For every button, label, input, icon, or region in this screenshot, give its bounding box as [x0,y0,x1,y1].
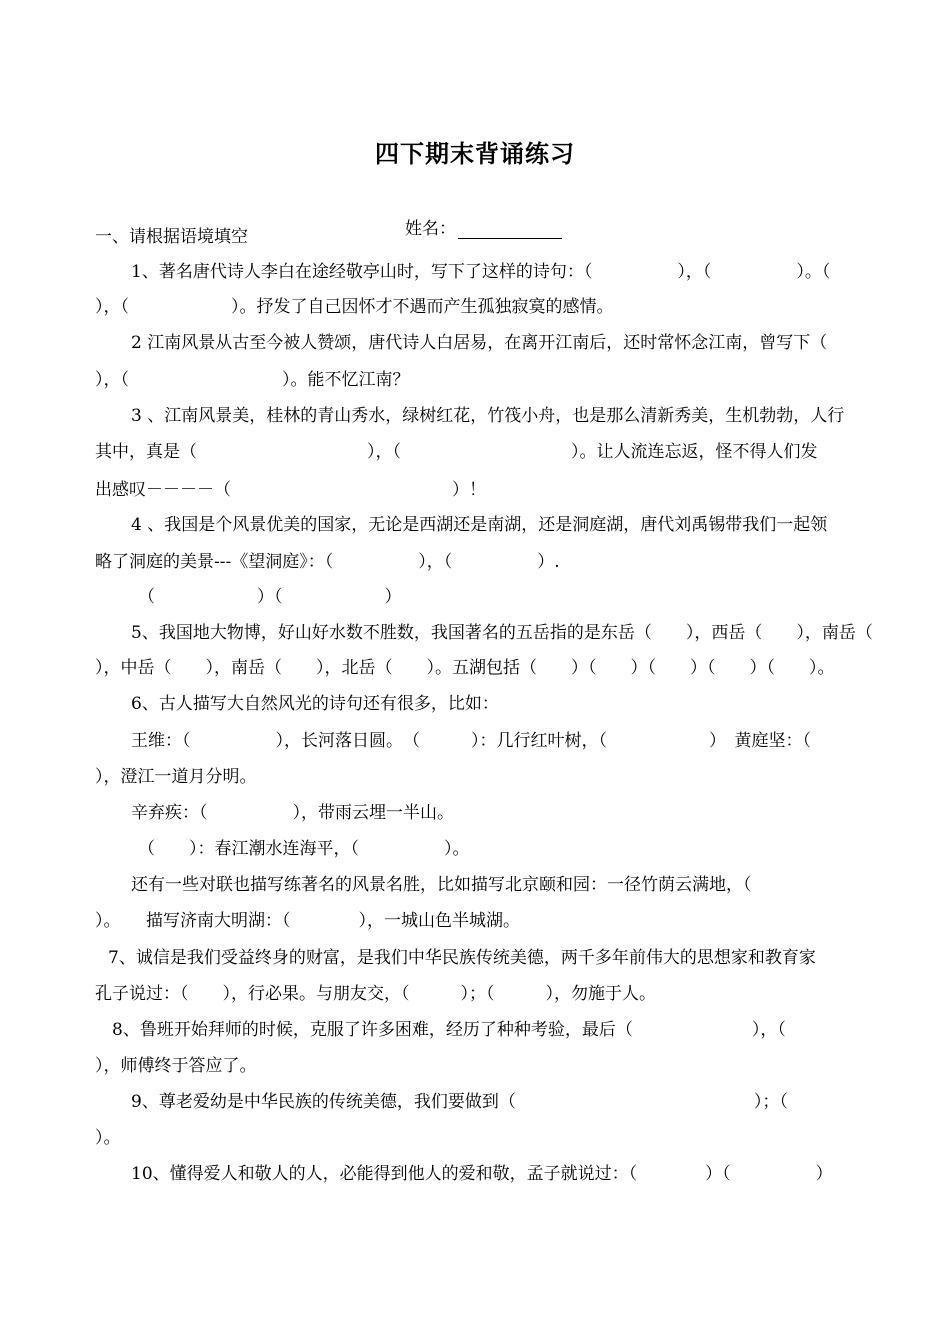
question-line: 还有一些对联也描写练著名的风景名胜，比如描写北京颐和园：一径竹荫云满地，（ [131,875,752,895]
question-line: 出感叹－－－－（ ）！ [95,480,486,500]
question-line: （ ）（ ） [138,587,402,607]
name-blank[interactable] [458,220,562,239]
question-line: 9、尊老爱幼是中华民族的传统美德，我们要做到（ ）；（ [131,1092,788,1112]
question-line: ），（ ）。抒发了自己因怀才不遇而产生孤独寂寞的感情。 [95,297,614,317]
question-line: 辛弃疾：（ ），带雨云埋一半山。 [131,803,454,823]
question-line: ），师傅终于答应了。 [95,1056,257,1076]
question-line: ），澄江一道月分明。 [95,767,257,787]
name-label: 姓名： [405,219,456,239]
question-line: ），中岳（ ），南岳（ ），北岳（ ）。五湖包括（ ）（ ）（ ）（ ）（ ）。 [95,658,835,678]
question-line: 5、我国地大物博，好山好水数不胜数，我国著名的五岳指的是东岳（ ），西岳（ ），南岳（ [131,623,873,643]
question-line: 7、诚信是我们受益终身的财富，是我们中华民族传统美德，两千多年前伟大的思想家和教育家 [108,948,816,968]
question-line: 其中，真是（ ），（ ）。让人流连忘返，怪不得人们发 [95,442,818,462]
page-title: 四下期末背诵练习 [375,139,575,168]
question-line: 6、古人描写大自然风光的诗句还有很多，比如： [131,694,499,714]
question-line: 略了洞庭的美景---《望洞庭》：（ ），（ ）. [95,552,560,572]
question-line: ），（ ）。能不忆江南？ [95,370,410,390]
name-field [405,214,562,239]
question-line: 孔子说过：（ ），行必果。与朋友交，（ ）；（ ），勿施于人。 [95,984,656,1004]
question-line: 10、懂得爱人和敬人的人，必能得到他人的爱和敬，孟子就说过：（ ）（ ） [131,1164,833,1184]
question-line: 王维：（ ），长河落日圆。 （ ）：几行红叶树，（ ） 黄庭坚：（ [131,731,811,751]
section-heading: 一、请根据语境填空 [95,227,248,247]
question-line: 4 、我国是个风景优美的国家，无论是西湖还是南湖，还是洞庭湖，唐代刘禹锡带我们一起领 [131,515,828,535]
question-line: （ ）：春江潮水连海平，（ ）。 [138,839,470,859]
question-line: 2 江南风景从古至今被人赞颂，唐代诗人白居易，在离开江南后，还时常怀念江南，曾写下（ [131,333,828,353]
question-line: 8、鲁班开始拜师的时候，克服了许多困难，经历了种种考验，最后（ ），（ [112,1020,786,1040]
question-line: 1、著名唐代诗人李白在途经敬亭山时，写下了这样的诗句：（ ），（ ）。（ [131,262,831,282]
question-line: ）。 描写济南大明湖：（ ），一城山色半城湖。 [95,911,520,931]
question-line: ）。 [95,1128,121,1148]
question-line: 3 、江南风景美，桂林的青山秀水，绿树红花，竹筏小舟，也是那么清新秀美，生机勃勃，人行 [131,406,845,426]
